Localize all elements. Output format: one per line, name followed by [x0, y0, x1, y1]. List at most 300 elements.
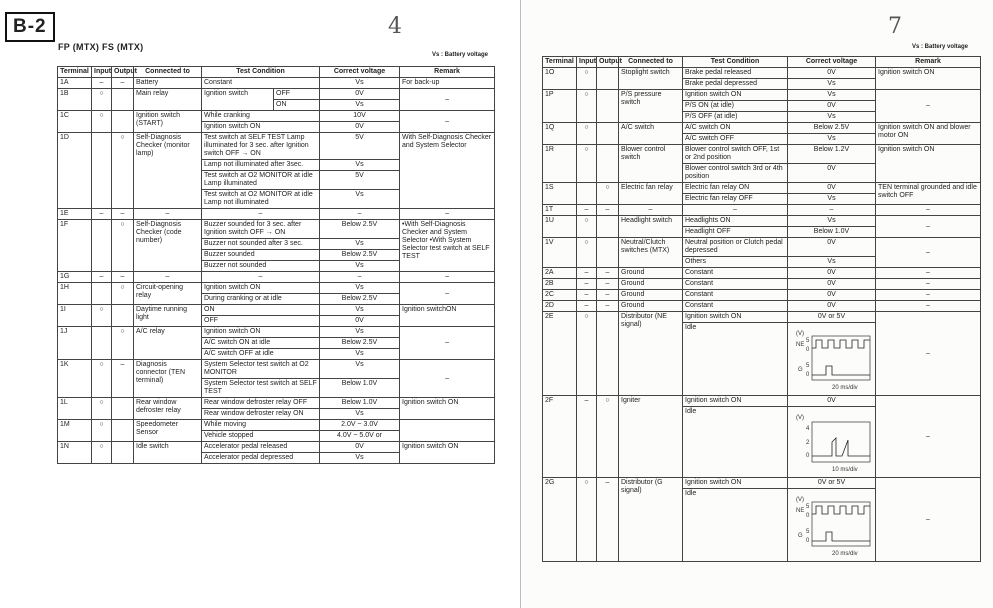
input-cell: –: [577, 268, 597, 279]
page-mark-left: 4: [388, 14, 402, 39]
voltage-cell: –: [320, 209, 400, 220]
condition-cell: A/C switch OFF: [683, 134, 788, 145]
scope-tick-label: 4: [806, 426, 810, 432]
voltage-cell: 0V: [320, 89, 400, 100]
connected-to-cell: Igniter: [619, 396, 683, 478]
condition-cell: Idle: [683, 407, 788, 478]
terminal-cell: 2G: [543, 478, 577, 562]
output-cell: –: [597, 290, 619, 301]
condition-cell: Buzzer sounded for 3 sec. after Ignition switch OFF → ON: [202, 220, 320, 239]
condition-cell: Neutral position or Clutch pedal depressed: [683, 238, 788, 257]
condition-cell: Test switch at O2 MONITOR at idle Lamp illuminated: [202, 171, 320, 190]
table-row: [58, 220, 495, 239]
header-remark: Remark: [400, 67, 495, 78]
scope-unit-label: (V): [796, 497, 804, 503]
condition-cell: Constant: [683, 268, 788, 279]
output-cell: [112, 89, 134, 111]
condition-cell: While moving: [202, 420, 320, 431]
table-row: [58, 360, 495, 379]
output-cell: ○: [112, 327, 134, 360]
condition-cell: Brake pedal released: [683, 68, 788, 79]
terminal-cell: 1T: [543, 205, 577, 216]
condition-cell: System Selector test switch at SELF TEST: [202, 379, 320, 398]
table-row: [543, 268, 981, 279]
g-signal-trace: [812, 366, 870, 375]
voltage-cell: 5V: [320, 171, 400, 190]
condition-cell: Buzzer not sounded: [202, 261, 320, 272]
terminal-cell: 1Q: [543, 123, 577, 145]
output-cell: [112, 111, 134, 133]
condition-cell: Rear window defroster relay OFF: [202, 398, 320, 409]
input-cell: [92, 283, 112, 305]
terminal-table-left: [57, 66, 495, 464]
condition-cell: Ignition switch ON: [202, 122, 320, 133]
table-header: [58, 67, 495, 78]
voltage-cell: Below 2.5V: [320, 338, 400, 349]
header-output: Output: [112, 67, 134, 78]
voltage-cell: Vs: [320, 305, 400, 316]
condition-cell: Ignition switch ON: [202, 283, 320, 294]
connected-to-cell: Neutral/Clutch switches (MTX): [619, 238, 683, 268]
terminal-cell: 1J: [58, 327, 92, 360]
output-cell: [597, 68, 619, 90]
scope-tick-label: 5: [806, 504, 810, 510]
remark-cell: •With Self-Diagnosis Checker and System Selector •With System Selector test switch at SELF TEST: [400, 220, 495, 272]
connected-to-cell: Battery: [134, 78, 202, 89]
voltage-cell: Vs: [788, 90, 876, 101]
table-row: [543, 123, 981, 134]
voltage-cell: Vs: [320, 160, 400, 171]
terminal-cell: 1L: [58, 398, 92, 420]
condition-cell: A/C switch OFF at idle: [202, 349, 320, 360]
voltage-cell: Vs: [320, 100, 400, 111]
remark-cell: [400, 420, 495, 442]
terminal-cell: 1F: [58, 220, 92, 272]
voltage-cell: 4.0V ~ 5.0V or: [320, 431, 400, 442]
voltage-cell: Vs: [788, 112, 876, 123]
condition-cell: Ignition switch ON: [202, 327, 320, 338]
output-cell: –: [112, 78, 134, 89]
input-cell: ○: [577, 145, 597, 183]
voltage-cell: Below 1.0V: [320, 398, 400, 409]
connected-to-cell: Ground: [619, 268, 683, 279]
waveform-cell: [788, 407, 876, 478]
voltage-cell: 2.0V ~ 3.0V: [320, 420, 400, 431]
connected-to-cell: Self-Diagnosis Checker (monitor lamp): [134, 133, 202, 209]
voltage-cell: Vs: [320, 453, 400, 464]
output-cell: ○: [597, 396, 619, 478]
voltage-cell: 0V: [788, 279, 876, 290]
voltage-cell: 5V: [320, 133, 400, 160]
connected-to-cell: Distributor (NE signal): [619, 312, 683, 396]
output-cell: ○: [112, 283, 134, 305]
input-cell: ○: [577, 216, 597, 238]
igniter-waveform: [796, 412, 872, 474]
condition-cell: Rear window defroster relay ON: [202, 409, 320, 420]
header-terminal: Terminal: [58, 67, 92, 78]
condition-cell: Accelerator pedal released: [202, 442, 320, 453]
condition-cell: Electric fan relay OFF: [683, 194, 788, 205]
waveform-cell: [788, 323, 876, 396]
connected-to-cell: Ground: [619, 301, 683, 312]
voltage-cell: Vs: [320, 349, 400, 360]
terminal-cell: 2A: [543, 268, 577, 279]
scope-frame: [812, 336, 870, 380]
condition-cell: OFF: [202, 316, 320, 327]
scope-frame: [812, 502, 870, 546]
terminal-cell: 1U: [543, 216, 577, 238]
table-row: [58, 209, 495, 220]
header-output: Output: [597, 57, 619, 68]
input-cell: [577, 183, 597, 205]
condition-cell: Brake pedal depressed: [683, 79, 788, 90]
output-cell: [597, 145, 619, 183]
input-cell: ○: [92, 398, 112, 420]
connected-to-cell: Idle switch: [134, 442, 202, 464]
condition-cell: –: [202, 209, 320, 220]
remark-cell: –: [876, 216, 981, 238]
condition-cell: Constant: [683, 290, 788, 301]
condition-cell: Headlight OFF: [683, 227, 788, 238]
header-input: Input: [577, 57, 597, 68]
condition-cell: While cranking: [202, 111, 320, 122]
connected-to-cell: Ground: [619, 279, 683, 290]
condition-cell: –: [683, 205, 788, 216]
legend-left: Vs : Battery voltage: [432, 52, 489, 58]
output-cell: –: [597, 279, 619, 290]
table-row: [58, 283, 495, 294]
voltage-cell: Vs: [788, 194, 876, 205]
condition-cell: Blower control switch OFF, 1st or 2nd position: [683, 145, 788, 164]
voltage-cell: 0V: [788, 396, 876, 407]
connected-to-cell: Distributor (G signal): [619, 478, 683, 562]
table-row: [543, 312, 981, 323]
connected-to-cell: Diagnosis connector (TEN terminal): [134, 360, 202, 398]
output-cell: –: [597, 268, 619, 279]
voltage-cell: 0V: [788, 183, 876, 194]
voltage-cell: 0V: [320, 122, 400, 133]
input-cell: –: [577, 290, 597, 301]
condition-cell: A/C switch ON: [683, 123, 788, 134]
g-signal-waveform: [796, 494, 872, 558]
header-test-condition: Test Condition: [202, 67, 320, 78]
voltage-cell: 0V: [788, 101, 876, 112]
input-cell: ○: [92, 111, 112, 133]
condition-cell: Idle: [683, 489, 788, 562]
connected-to-cell: –: [134, 272, 202, 283]
header-input: Input: [92, 67, 112, 78]
table-row: [58, 305, 495, 316]
waveform-cell: [788, 489, 876, 562]
table-row: [543, 68, 981, 79]
header-correct-voltage: Correct voltage: [320, 67, 400, 78]
connected-to-cell: P/S pressure switch: [619, 90, 683, 123]
scope-tick-label: 0: [806, 453, 810, 459]
connected-to-cell: Electric fan relay: [619, 183, 683, 205]
output-cell: [597, 312, 619, 396]
voltage-cell: Below 1.0V: [788, 227, 876, 238]
header-connected-to: Connected to: [619, 57, 683, 68]
remark-cell: With Self-Diagnosis Checker and System Selector: [400, 133, 495, 209]
header-terminal: Terminal: [543, 57, 577, 68]
condition-cell: Buzzer sounded: [202, 250, 320, 261]
terminal-cell: 2C: [543, 290, 577, 301]
condition-cell: Accelerator pedal depressed: [202, 453, 320, 464]
terminal-cell: 1K: [58, 360, 92, 398]
voltage-cell: Vs: [788, 134, 876, 145]
remark-cell: Ignition switch ON: [876, 145, 981, 183]
table-row: [543, 90, 981, 101]
remark-cell: –: [400, 283, 495, 305]
input-cell: ○: [577, 68, 597, 90]
voltage-cell: 0V or 5V: [788, 478, 876, 489]
input-cell: ○: [92, 442, 112, 464]
connected-to-cell: Ground: [619, 290, 683, 301]
remark-cell: –: [876, 396, 981, 478]
remark-cell: For back-up: [400, 78, 495, 89]
terminal-cell: 2F: [543, 396, 577, 478]
table-row: [543, 478, 981, 489]
output-cell: –: [112, 360, 134, 398]
header-remark: Remark: [876, 57, 981, 68]
terminal-cell: 2E: [543, 312, 577, 396]
connected-to-cell: Speedometer Sensor: [134, 420, 202, 442]
condition-cell: During cranking or at idle: [202, 294, 320, 305]
condition-cell: ON: [202, 305, 320, 316]
scope-ne-label: NE: [796, 508, 805, 514]
voltage-cell: Vs: [788, 79, 876, 90]
scope-tick-label: 2: [806, 440, 810, 446]
table-row: [58, 89, 495, 100]
output-cell: [112, 305, 134, 327]
input-cell: ○: [92, 420, 112, 442]
voltage-cell: 0V: [788, 238, 876, 257]
header-correct-voltage: Correct voltage: [788, 57, 876, 68]
terminal-cell: 1M: [58, 420, 92, 442]
connected-to-cell: Daytime running light: [134, 305, 202, 327]
output-cell: [597, 216, 619, 238]
output-cell: –: [597, 301, 619, 312]
scope-div-label: 10 ms/div: [832, 467, 858, 473]
output-cell: [112, 398, 134, 420]
voltage-cell: Vs: [788, 216, 876, 227]
voltage-cell: –: [788, 205, 876, 216]
output-cell: ○: [597, 183, 619, 205]
input-cell: ○: [577, 90, 597, 123]
condition-cell: Ignition switch ON: [683, 312, 788, 323]
connected-to-cell: Main relay: [134, 89, 202, 111]
remark-cell: –: [876, 90, 981, 123]
voltage-cell: 0V: [788, 164, 876, 183]
doc-title: FP (MTX) FS (MTX): [58, 42, 144, 52]
sub-condition-cell: OFF: [274, 89, 320, 100]
condition-cell: Ignition switch ON: [683, 90, 788, 101]
table-row: [58, 327, 495, 338]
voltage-cell: Vs: [320, 261, 400, 272]
voltage-cell: Vs: [320, 78, 400, 89]
condition-cell: Constant: [683, 301, 788, 312]
voltage-cell: Below 2.5V: [320, 250, 400, 261]
terminal-cell: 2B: [543, 279, 577, 290]
condition-cell: Ignition switch: [202, 89, 274, 111]
table-row: [543, 279, 981, 290]
remark-cell: Ignition switch ON and blower motor ON: [876, 123, 981, 145]
terminal-table-right: [542, 56, 981, 562]
condition-cell: Test switch at SELF TEST Lamp illuminated for 3 sec. after Ignition switch OFF → ON: [202, 133, 320, 160]
table-row: [543, 301, 981, 312]
table-row: [58, 78, 495, 89]
ne-signal-trace: [812, 506, 870, 514]
scope-tick-label: 0: [806, 347, 810, 353]
header-connected-to: Connected to: [134, 67, 202, 78]
voltage-cell: 0V: [788, 268, 876, 279]
condition-cell: Ignition switch ON: [683, 396, 788, 407]
output-cell: [597, 123, 619, 145]
table-row: [58, 133, 495, 160]
output-cell: –: [597, 205, 619, 216]
table-row: [58, 272, 495, 283]
g-signal-trace: [812, 532, 870, 541]
table-row: [543, 216, 981, 227]
output-cell: –: [597, 478, 619, 562]
condition-cell: P/S OFF (at idle): [683, 112, 788, 123]
remark-cell: –: [876, 268, 981, 279]
legend-right: Vs : Battery voltage: [912, 44, 969, 50]
scope-tick-label: 0: [806, 372, 810, 378]
remark-cell: –: [876, 279, 981, 290]
voltage-cell: 0V: [788, 301, 876, 312]
input-cell: –: [92, 272, 112, 283]
output-cell: ○: [112, 220, 134, 272]
input-cell: ○: [577, 312, 597, 396]
voltage-cell: Vs: [320, 283, 400, 294]
condition-cell: Constant: [683, 279, 788, 290]
connected-to-cell: Self-Diagnosis Checker (code number): [134, 220, 202, 272]
scope-unit-label: (V): [796, 415, 804, 421]
connected-to-cell: –: [619, 205, 683, 216]
voltage-cell: 10V: [320, 111, 400, 122]
voltage-cell: 0V or 5V: [788, 312, 876, 323]
output-cell: [112, 420, 134, 442]
output-cell: [597, 90, 619, 123]
scope-tick-label: 5: [806, 338, 810, 344]
condition-cell: Blower control switch 3rd or 4th position: [683, 164, 788, 183]
voltage-cell: Vs: [320, 190, 400, 209]
table-row: [58, 111, 495, 122]
remark-cell: –: [876, 478, 981, 562]
input-cell: ○: [92, 360, 112, 398]
connected-to-cell: A/C switch: [619, 123, 683, 145]
terminal-cell: 1R: [543, 145, 577, 183]
remark-cell: –: [400, 111, 495, 133]
voltage-cell: Below 2.5V: [788, 123, 876, 134]
voltage-cell: Vs: [320, 360, 400, 379]
output-cell: [597, 238, 619, 268]
remark-cell: –: [400, 209, 495, 220]
condition-cell: Others: [683, 257, 788, 268]
output-cell: –: [112, 209, 134, 220]
voltage-cell: Below 1.2V: [788, 145, 876, 164]
voltage-cell: Vs: [320, 409, 400, 420]
ne-g-waveform: [796, 328, 872, 392]
table-row: [543, 145, 981, 164]
scope-div-label: 20 ms/div: [832, 551, 858, 557]
terminal-cell: 1N: [58, 442, 92, 464]
remark-cell: –: [876, 301, 981, 312]
scope-tick-label: 5: [806, 363, 810, 369]
remark-cell: –: [876, 238, 981, 268]
voltage-cell: 0V: [320, 316, 400, 327]
connected-to-cell: Stoplight switch: [619, 68, 683, 90]
connected-to-cell: –: [134, 209, 202, 220]
remark-cell: –: [400, 360, 495, 398]
remark-cell: TEN terminal grounded and idle switch OFF: [876, 183, 981, 205]
table-row: [543, 396, 981, 407]
input-cell: [92, 133, 112, 209]
remark-cell: –: [400, 272, 495, 283]
condition-cell: Constant: [202, 78, 320, 89]
connected-to-cell: Ignition switch (START): [134, 111, 202, 133]
condition-cell: Ignition switch ON: [683, 478, 788, 489]
remark-cell: –: [876, 205, 981, 216]
sub-condition-cell: ON: [274, 100, 320, 111]
output-cell: –: [112, 272, 134, 283]
voltage-cell: Below 2.5V: [320, 220, 400, 239]
input-cell: ○: [577, 123, 597, 145]
table-row: [543, 238, 981, 257]
input-cell: [92, 327, 112, 360]
input-cell: ○: [92, 89, 112, 111]
table-row: [543, 183, 981, 194]
terminal-cell: 1E: [58, 209, 92, 220]
output-cell: ○: [112, 133, 134, 209]
condition-cell: Lamp not illuminated after 3sec.: [202, 160, 320, 171]
input-cell: [92, 220, 112, 272]
terminal-cell: 1C: [58, 111, 92, 133]
input-cell: –: [577, 396, 597, 478]
connected-to-cell: Rear window defroster relay: [134, 398, 202, 420]
table-row: [543, 290, 981, 301]
terminal-cell: 1V: [543, 238, 577, 268]
voltage-cell: Vs: [320, 327, 400, 338]
voltage-cell: 0V: [788, 290, 876, 301]
voltage-cell: 0V: [788, 68, 876, 79]
voltage-cell: Vs: [320, 239, 400, 250]
terminal-cell: 2D: [543, 301, 577, 312]
remark-cell: –: [876, 312, 981, 396]
scope-tick-label: 0: [806, 538, 810, 544]
terminal-cell: 1H: [58, 283, 92, 305]
voltage-cell: –: [320, 272, 400, 283]
table-row: [543, 205, 981, 216]
page-mark-right: 7: [888, 14, 902, 39]
terminal-cell: 1G: [58, 272, 92, 283]
condition-cell: System Selector test switch at O2 MONITOR: [202, 360, 320, 379]
terminal-cell: 1P: [543, 90, 577, 123]
input-cell: –: [92, 209, 112, 220]
condition-cell: P/S ON (at idle): [683, 101, 788, 112]
remark-cell: –: [876, 290, 981, 301]
input-cell: –: [577, 301, 597, 312]
section-badge: B-2: [5, 12, 55, 42]
condition-cell: Electric fan relay ON: [683, 183, 788, 194]
header-test-condition: Test Condition: [683, 57, 788, 68]
scope-tick-label: 5: [806, 529, 810, 535]
connected-to-cell: Blower control switch: [619, 145, 683, 183]
scope-unit-label: (V): [796, 331, 804, 337]
condition-cell: Buzzer not sounded after 3 sec.: [202, 239, 320, 250]
condition-cell: Headlights ON: [683, 216, 788, 227]
